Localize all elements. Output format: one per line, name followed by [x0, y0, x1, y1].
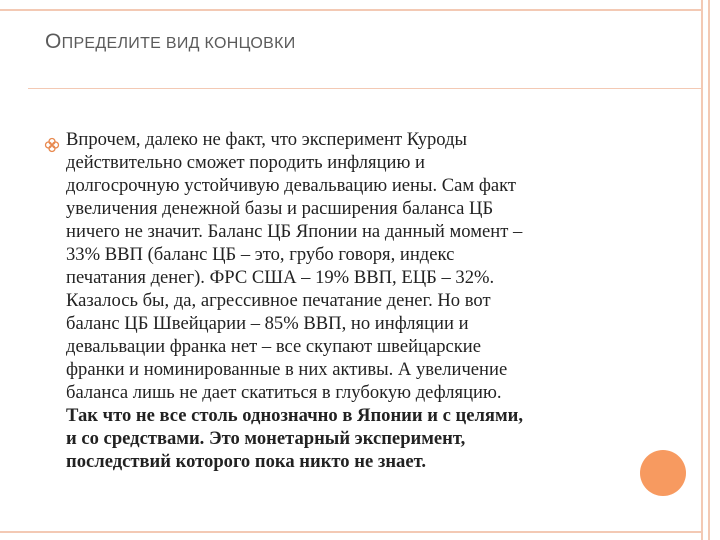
- body-line-bold: последствий которого пока никто не знает.: [66, 451, 426, 472]
- body-line: увеличения денежной базы и расширения баланса ЦБ: [66, 198, 494, 219]
- body-line: Впрочем, далеко не факт, что эксперимент Куроды: [66, 129, 468, 150]
- slide-title-rest: ПРЕДЕЛИТЕ ВИД КОНЦОВКИ: [61, 35, 296, 52]
- body-line-bold: и со средствами. Это монетарный эксперимент,: [66, 428, 466, 449]
- decorative-orange-circle: [640, 450, 686, 496]
- frame-right-line-inner: [701, 0, 703, 540]
- body-line: баланса лишь не дает скатиться в глубокую дефляцию.: [66, 382, 502, 403]
- body-line-bold: Так что не все столь однозначно в Японии и с целями,: [66, 405, 524, 426]
- body-line: долгосрочную устойчивую девальвацию иены. Сам факт: [66, 175, 517, 196]
- body-paragraph: [66, 128, 626, 473]
- body-line: баланс ЦБ Швейцарии – 85% ВВП, но инфляции и: [66, 313, 469, 334]
- body-line: девальвации франка нет – все скупают швейцарские: [66, 336, 482, 357]
- body-line: 33% ВВП (баланс ЦБ – это, грубо говоря, индекс: [66, 244, 455, 265]
- body-line: действительно сможет породить инфляцию и: [66, 152, 425, 173]
- body-line: Казалось бы, да, агрессивное печатание денег. Но вот: [66, 290, 491, 311]
- flower-bullet-icon: [44, 137, 60, 153]
- frame-bottom-line: [0, 531, 702, 533]
- title-divider: [28, 88, 702, 89]
- slide-title-initial: О: [45, 30, 62, 53]
- body-line: ничего не значит. Баланс ЦБ Японии на данный момент –: [66, 221, 523, 242]
- frame-right-line-outer: [708, 0, 710, 540]
- slide-title: [45, 30, 296, 54]
- frame-top-line: [0, 9, 702, 11]
- body-line: франки и номинированные в них активы. А увеличение: [66, 359, 508, 380]
- body-line: печатания денег). ФРС США – 19% ВВП, ЕЦБ – 32%.: [66, 267, 495, 288]
